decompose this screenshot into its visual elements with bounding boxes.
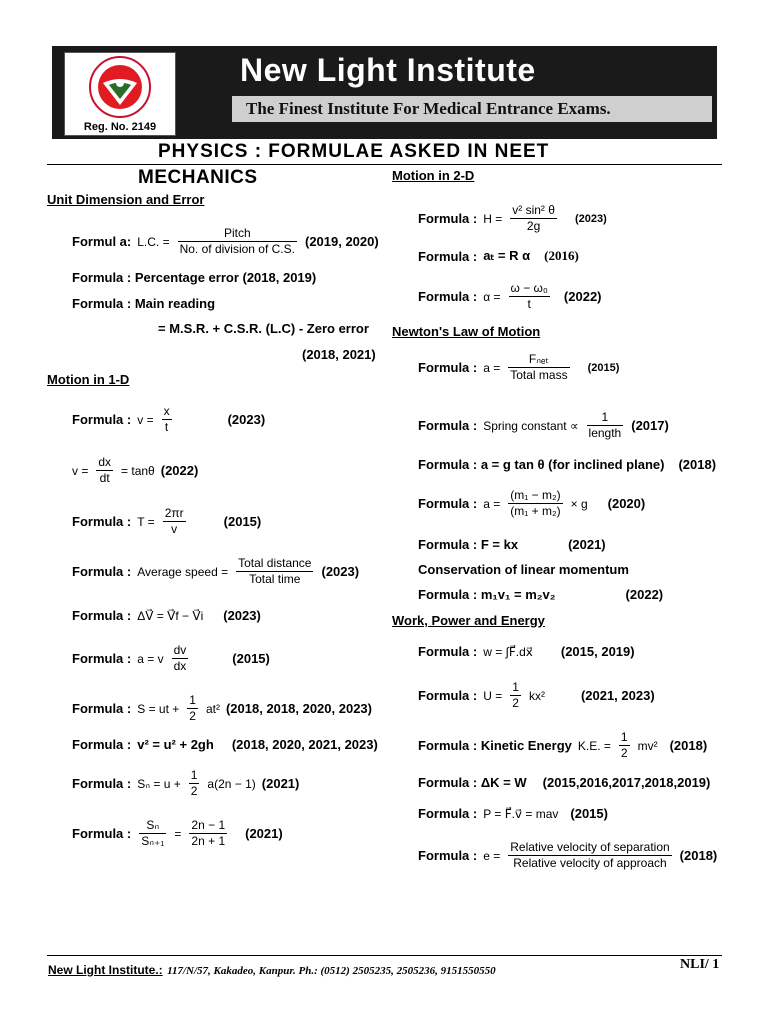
title-divider [47,164,722,165]
heading-work-power-energy: Work, Power and Energy [392,613,545,628]
formula-velocity-slope: v = $\frac{dx}{dt}$ = tanθ (2022) [72,455,199,485]
formula-nth-second: Formula : Sₙ = u + $\frac{1}{2}$ a(2n − 1) (2021) [72,768,300,798]
formula-spring-potential: Formula : U = $\frac{1}{2}$ kx² (2021, 2023) [418,680,655,710]
footer-institute-name: New Light Institute.: [48,963,163,977]
formula-momentum-conservation: Formula : m₁v₁ = m₂v₂ (2022) [418,587,664,602]
registration-number: Reg. No. 2149 [83,121,157,133]
formula-hookes-law: Formula : F = kx (2021) [418,537,606,552]
institute-logo [64,52,176,136]
formula-max-height: Formula : H = $\frac{\text{v² sin² θ}}{2g}$ (2023) [418,203,607,233]
header-banner [52,46,717,139]
tagline-strip [232,96,712,122]
formula-percentage-error: Formula : Percentage error (2018, 2019) [72,270,317,285]
formula-kinetic-energy: Formula : Kinetic Energy K.E. = $\frac{1}{2}$ mv² (2018) [418,730,708,760]
formula-work-energy-theorem: Formula : ΔK = W (2015,2016,2017,2018,2019) [418,775,711,790]
formula-spring-constant: Formula : Spring constant ∝ $\frac{1}{\text{length}}$ (2017) [418,410,669,440]
formula-displacement: Formula : S = ut + $\frac{1}{2}$ at² (2018, 2018, 2020, 2023) [72,693,372,723]
footer-contact [48,961,496,979]
heading-motion-1d: Motion in 1-D [47,372,130,387]
footer-divider [47,955,722,956]
tagline: The Finest Institute For Medical Entrance Exams. [246,99,611,118]
formula-angular-acceleration: Formula : α = $\frac{\text{ω − ω₀}}{t}$ (2022) [418,281,602,311]
formula-atwood-machine: Formula : a = $\frac{\text{(m₁ − m₂)}}{\text{(m₁ + m₂)}}$ × g (2020) [418,488,646,518]
formula-third-equation: Formula : v² = u² + 2gh (2018, 2020, 2021, 2023) [72,737,378,752]
formula-acceleration: Formula : a = v $\frac{dv}{dx}$ (2015) [72,643,270,673]
institute-name: New Light Institute [240,52,536,88]
heading-motion-2d: Motion in 2-D [392,168,475,183]
heading-newton-laws: Newton's Law of Motion [392,324,541,339]
formula-power: Formula : P = F⃗.v⃗ = mav (2015) [418,806,608,821]
page-number: NLI/ 1 [680,957,720,972]
formula-main-reading: Formula : Main reading [72,296,216,311]
formula-average-speed: Formula : Average speed = $\frac{\text{Total distance}}{\text{Total time}}$ (2023) [72,556,360,586]
formula-velocity: Formula : v = $\frac{x}{t}$ (2023) [72,404,266,434]
formula-inclined-plane: Formula : a = g tan θ (for inclined plane) (2018) [418,457,717,472]
conservation-momentum: Conservation of linear momentum [418,562,629,577]
formula-main-reading-expr: = M.S.R. + C.S.R. (L.C) - Zero error [158,321,369,336]
formula-work-integral: Formula : w = ∫F⃗.dx⃗ (2015, 2019) [418,644,635,659]
footer-address: 117/N/57, Kakadeo, Kanpur. Ph.: (0512) 2505235, 2505236, 9151550550 [167,965,496,977]
formula-time-period: Formula : T = $\frac{2\pi r}{v}$ (2015) [72,506,262,536]
formula-coefficient-restitution: Formula : e = $\frac{\text{Relative velocity of separation}}{\text{Relative velocity of approach}}$ (2018) [418,840,718,870]
formula-tangential-acceleration: Formula : aₜ = R α (2016) [418,248,579,264]
formula-least-count: Formul a: L.C. = $\frac{\text{Pitch}}{\text{No. of division of C.S.}}$ (2019, 2020) [72,226,379,256]
page-title: PHYSICS : FORMULAE ASKED IN NEET [158,141,550,162]
formula-velocity-change: Formula : ΔV⃗ = V⃗f − V⃗i (2023) [72,608,261,623]
formula-net-force-acceleration: Formula : a = $\frac{\text{Fₙₑₜ}}{\text{Total mass}}$ (2015) [418,352,620,382]
heading-unit-dimension: Unit Dimension and Error [47,192,205,207]
formula-nth-ratio: Formula : $\frac{\text{Sₙ}}{\text{Sₙ₊₁}}$ = $\frac{2n - 1}{2n + 1}$ (2021) [72,818,283,848]
section-title: MECHANICS [138,167,258,188]
formula-main-reading-years: (2018, 2021) [302,347,376,362]
logo-emblem-icon [65,53,175,119]
